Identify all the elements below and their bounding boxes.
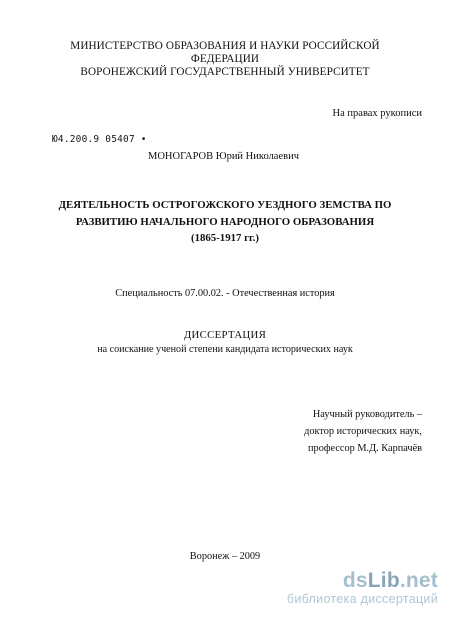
dslib-logo bbox=[287, 570, 438, 592]
university-name: ВОРОНЕЖСКИЙ ГОСУДАРСТВЕННЫЙ УНИВЕРСИТЕТ bbox=[80, 66, 370, 79]
title-line-3: (1865-1917 гг.) bbox=[191, 232, 259, 244]
ministry-header bbox=[0, 40, 450, 80]
dslib-watermark bbox=[287, 570, 438, 606]
rights-note: На правах рукописи bbox=[332, 108, 422, 119]
author-name: МОНОГАРОВ Юрий Николаевич bbox=[148, 151, 299, 162]
degree-statement: на соискание ученой степени кандидата исторических наук bbox=[97, 344, 353, 355]
title-line-1: ДЕЯТЕЛЬНОСТЬ ОСТРОГОЖСКОГО УЕЗДНОГО ЗЕМСТВА ПО bbox=[58, 199, 392, 211]
supervisor-line-3: профессор М.Д. Карпачёв bbox=[308, 443, 422, 454]
dissertation-heading: ДИССЕРТАЦИЯ bbox=[183, 329, 267, 341]
logo-net: .net bbox=[399, 569, 438, 592]
supervisor-block bbox=[304, 406, 422, 457]
specialty: Специальность 07.00.02. - Отечественная история bbox=[115, 288, 335, 299]
supervisor-line-2: доктор исторических наук, bbox=[304, 426, 422, 437]
logo-ds: ds bbox=[342, 569, 368, 592]
title-line-2: РАЗВИТИЮ НАЧАЛЬНОГО НАРОДНОГО ОБРАЗОВАНИЯ bbox=[75, 215, 375, 228]
supervisor-line-1: Научный руководитель – bbox=[312, 409, 422, 420]
place-year: Воронеж – 2009 bbox=[189, 551, 261, 562]
dissertation-title bbox=[0, 197, 450, 247]
ministry-line-2: ФЕДЕРАЦИИ bbox=[190, 53, 260, 66]
ministry-line-1: МИНИСТЕРСТВО ОБРАЗОВАНИЯ И НАУКИ РОССИЙСКОЙ bbox=[70, 40, 380, 52]
logo-lib: Lib bbox=[367, 569, 400, 592]
watermark-tagline: библиотека диссертаций bbox=[286, 592, 438, 606]
catalog-stamp: Ю4.200.9 05407 • bbox=[52, 134, 147, 145]
